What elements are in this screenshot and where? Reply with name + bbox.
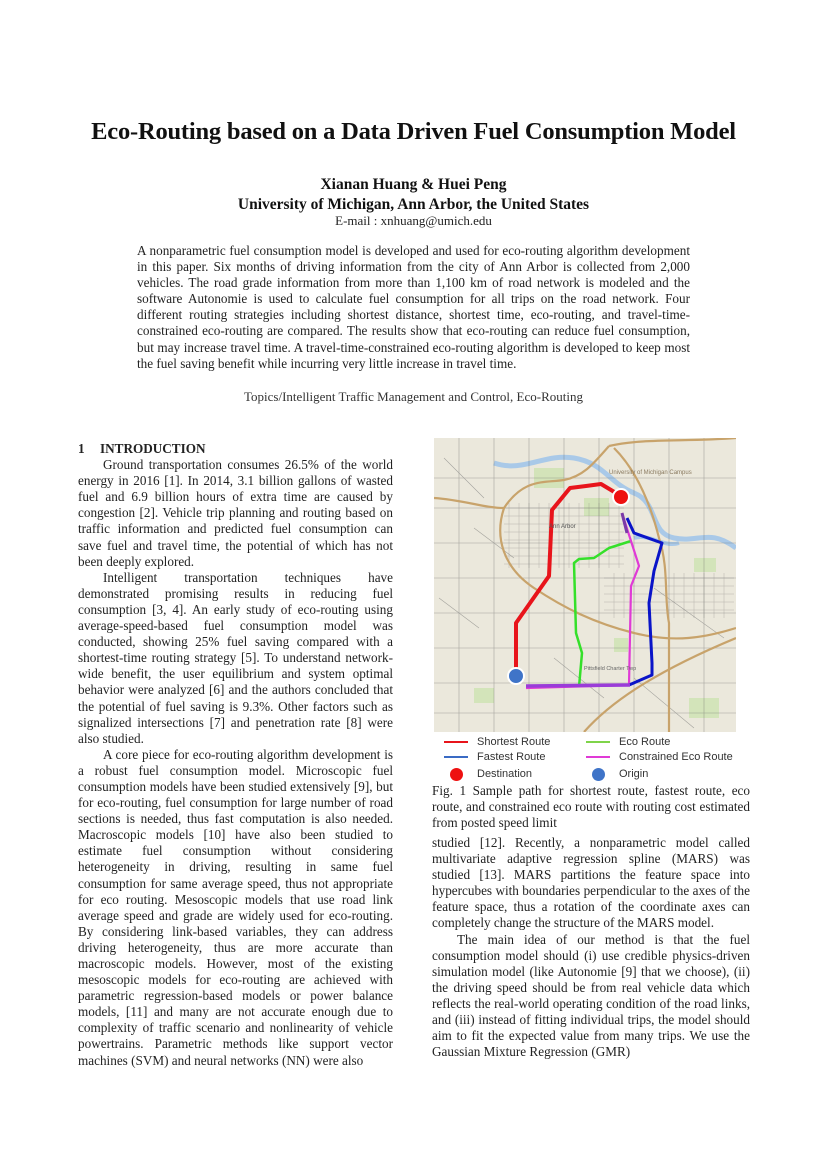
- legend-item-shortest-route: [444, 734, 550, 750]
- destination-marker-icon: [613, 489, 629, 505]
- paragraph: studied [12]. Recently, a nonparametric model called multivariate adaptive regression spline (MARS) was studied [13]. MARS partitions the feature space into hypercubes with boundaries perpendicular to the axes of the feature space, thus a rotation of the coordinate axes can completely change the structure of the MARS model.: [432, 835, 750, 931]
- legend-label: Shortest Route: [477, 736, 551, 748]
- magenta-line-icon: [586, 756, 610, 759]
- paragraph: The main idea of our method is that the fuel consumption model should (i) use credible physics-driven simulation model (like Autonomie [9] that we choose), (ii) the driving speed should be from real vehicle data which reflects the real-world operating condition of the road links, and (iii) instead of fitting individual trips, the model should aim to fit the expected value from many trips. We use the Gaussian Mixture Regression (GMR): [432, 931, 750, 1060]
- blue-dot-icon: [592, 768, 605, 781]
- right-column: [432, 835, 750, 1060]
- abstract: A nonparametric fuel consumption model is developed and used for eco-routing algorithm development in this paper. Six months of driving information from the city of Ann Arbor is collected from 2,000 vehicles. The road grade information from more than 1,100 km of road network is modeled and the software Autonomie is used to calculate fuel consumption for all trips on the road network. Four different routing strategies including shortest distance, shortest time, eco-routing, and travel-time-constrained eco-routing are compared. The results show that eco-routing can reduce fuel consumption, but may increase travel time. A travel-time-constrained eco-routing algorithm is developed to keep most the fuel saving benefit while incurring very little increase in travel time.: [137, 243, 690, 371]
- topics-line: Topics/Intelligent Traffic Management and Control, Eco-Routing: [244, 389, 583, 404]
- green-line-icon: [586, 741, 610, 744]
- author-email: E-mail : xnhuang@umich.edu: [335, 213, 492, 228]
- affiliation: University of Michigan, Ann Arbor, the United States: [237, 196, 590, 213]
- paragraph: A core piece for eco-routing algorithm development is a robust fuel consumption model. Microscopic fuel consumption models have been studied extensively [9], but for eco-routing, fuel consumption for large number of road sections is needed, thus fast computation is also needed. Macroscopic models [10] have also been studied to estimate fuel consumption without considering heterogeneity in driving, resulting in same fuel consumption for same average speed, thus not appropriate for eco routing. Mesoscopic models that use road link average speed and grade are widely used for eco-routing. By considering link-based variables, they can address driving heterogeneity, thus are more accurate than macroscopic models. However, most of the existing mesoscopic models for eco-routing are achieved with parametric regression-based models or power balance models, [11] and many are not accurate enough due to complexity of traffic scenario and nonlinearity of vehicle powertrains. Parametric methods like support vector machines (SVM) and neural networks (NN) were also: [78, 746, 393, 1068]
- common-route-segment-path: [526, 685, 630, 686]
- section-title: INTRODUCTION: [100, 441, 206, 456]
- legend-label: Constrained Eco Route: [619, 751, 733, 763]
- left-column: [78, 441, 393, 1069]
- figure-legend: [440, 734, 750, 782]
- figure-caption: Fig. 1 Sample path for shortest route, fastest route, eco route, and constrained eco route with routing cost estimated from posted speed limit: [432, 783, 750, 831]
- author-block: [0, 175, 827, 215]
- legend-label: Origin: [619, 768, 649, 780]
- legend-item-origin: [586, 766, 648, 782]
- legend-label: Destination: [477, 768, 533, 780]
- paper-title: Eco-Routing based on a Data Driven Fuel Consumption Model: [91, 118, 736, 145]
- map-label-campus: University of Michigan Campus: [609, 470, 692, 476]
- legend-item-destination: [444, 766, 532, 782]
- legend-item-fastest-route: [444, 749, 545, 765]
- authors: Xianan Huang & Huei Peng: [320, 176, 507, 193]
- red-dot-icon: [450, 768, 463, 781]
- blue-line-icon: [444, 756, 468, 759]
- legend-label: Eco Route: [619, 736, 671, 748]
- route-map-image: [434, 438, 736, 732]
- legend-item-constrained-eco-route: [586, 749, 733, 765]
- paragraph: Intelligent transportation techniques have demonstrated promising results in reducing fuel consumption [3, 4]. An early study of eco-routing using average-speed-based fuel consumption model was conducted, showing 25% fuel saving compared with a shortest-time routing strategy [5]. To understand network-wide benefit, the user equilibrium and system optimal behavior were analyzed [6] and the authors concluded that the potential of fuel saving is 9.3%. Other factors such as signalized intersections [7] and penetration rate [8] were also studied.: [78, 569, 393, 746]
- section-number: 1: [78, 441, 85, 456]
- origin-marker-icon: [508, 668, 524, 684]
- figure-route-map: [434, 438, 736, 732]
- legend-item-eco-route: [586, 734, 670, 750]
- map-label-city: Ann Arbor: [549, 524, 576, 530]
- red-line-icon: [444, 741, 468, 744]
- section-heading: [78, 441, 393, 457]
- legend-label: Fastest Route: [477, 751, 546, 763]
- map-label-township: Pittsfield Charter Twp: [584, 666, 637, 672]
- paragraph: Ground transportation consumes 26.5% of the world energy in 2016 [1]. In 2014, 3.1 billion gallons of wasted fuel and 6.9 billion hours of extra time are caused by congestion [2]. Vehicle trip planning and routing based on traffic information and predicted fuel consumption can save fuel and travel time, the potential of which has not been deeply explored.: [78, 457, 393, 569]
